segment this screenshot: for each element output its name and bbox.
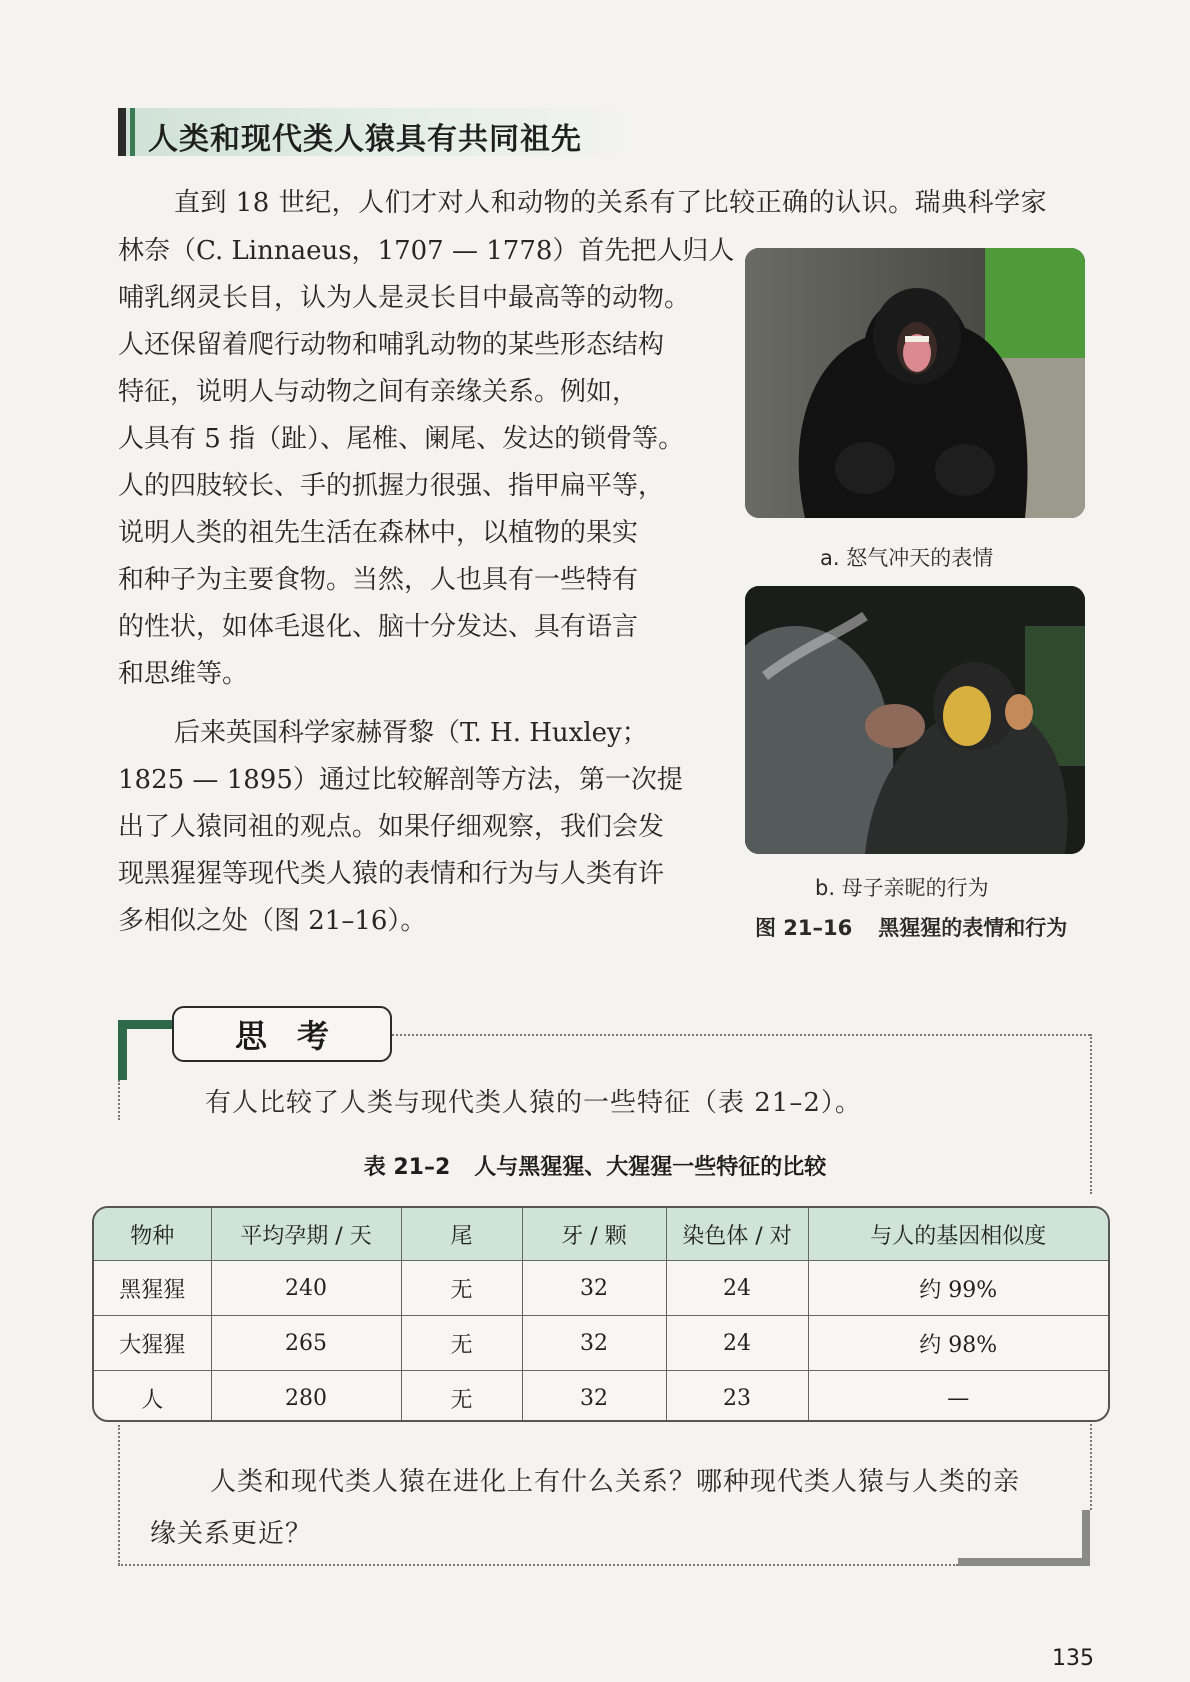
text-line: 人具有 5 指（趾）、尾椎、阑尾、发达的锁骨等。 [118,424,685,454]
comparison-table [92,1206,1110,1422]
caption-b: b. 母子亲昵的行为 [815,876,989,900]
text-line: 说明人类的祖先生活在森林中，以植物的果实 [118,518,639,548]
table-caption [0,1150,1190,1181]
text-line: 人的四肢较长、手的抓握力很强、指甲扁平等， [118,471,665,501]
text-line: 人还保留着爬行动物和哺乳动物的某些形态结构 [118,330,665,360]
think-corner-horizontal [118,1020,174,1029]
think-corner-vertical [118,1020,127,1080]
table-cell: 23 [666,1371,808,1423]
text-line: 林奈（C. Linnaeus，1707 — 1778）首先把人归人 [118,236,735,266]
table-cell: 约 99% [808,1261,1108,1316]
think-intro: 有人比较了人类与现代类人猿的一些特征（表 21–2）。 [205,1088,862,1118]
text-line: 1825 — 1895）通过比较解剖等方法，第一次提 [118,765,683,795]
table-cell: 32 [522,1261,666,1316]
text-line: 的性状，如体毛退化、脑十分发达、具有语言 [118,612,639,642]
table-row [94,1261,1108,1316]
question-line: 缘关系更近？ [150,1519,313,1549]
table-title: 人与黑猩猩、大猩猩一些特征的比较 [474,1155,827,1180]
paragraph-1-column [118,228,735,698]
think-border-right-lower [1090,1420,1092,1510]
table-cell: 24 [666,1261,808,1316]
text-line: 和种子为主要食物。当然，人也具有一些特有 [118,565,639,595]
figure-number: 图 21–16 [755,916,853,940]
table-cell: 32 [522,1371,666,1423]
figure-caption [755,912,1067,942]
table-cell: — [808,1371,1108,1423]
think-border-top [392,1034,1090,1036]
think-border-bottom [118,1564,958,1566]
text-line: 哺乳纲灵长目，认为人是灵长目中最高等的动物。 [118,283,691,313]
photo-mother-baby-chimpanzee [745,586,1085,854]
table-cell: 人 [94,1371,211,1423]
table-cell: 265 [211,1316,401,1371]
header-cell: 牙 / 颗 [522,1208,666,1261]
text-line: 现黑猩猩等现代类人猿的表情和行为与人类有许 [118,859,665,889]
text-line: 多相似之处（图 21–16）。 [118,906,427,936]
table-number: 表 21–2 [363,1155,451,1180]
header-cell: 与人的基因相似度 [808,1208,1108,1261]
table-cell: 无 [401,1261,522,1316]
table-cell: 无 [401,1316,522,1371]
table-cell: 280 [211,1371,401,1423]
think-question [150,1456,1020,1560]
think-corner-right [1082,1510,1090,1566]
paragraph-2 [118,710,718,945]
think-label-tab [172,1006,392,1062]
question-line: 人类和现代类人猿在进化上有什么关系？哪种现代类人猿与人类的亲 [210,1467,1021,1497]
heading-bar-green [130,108,135,156]
table-cell: 240 [211,1261,401,1316]
figure-title: 黑猩猩的表情和行为 [878,916,1068,940]
table-cell: 大猩猩 [94,1316,211,1371]
table-header-row [94,1208,1108,1261]
table-cell: 24 [666,1316,808,1371]
photo-angry-chimpanzee [745,248,1085,518]
think-border-left [118,1080,120,1120]
text-line: 后来英国科学家赫胥黎（T. H. Huxley； [174,718,648,748]
heading-bar-dark [118,108,126,156]
text-line: 和思维等。 [118,659,249,689]
text-line: 出了人猿同祖的观点。如果仔细观察，我们会发 [118,812,665,842]
think-label: 思考 [234,1017,359,1055]
page-number: 135 [1052,1646,1094,1671]
header-cell: 尾 [401,1208,522,1261]
table-cell: 32 [522,1316,666,1371]
table-cell: 无 [401,1371,522,1423]
table-cell: 黑猩猩 [94,1261,211,1316]
header-cell: 染色体 / 对 [666,1208,808,1261]
section-heading [118,108,638,156]
paragraph-1-line-1: 直到 18 世纪，人们才对人和动物的关系有了比较正确的认识。瑞典科学家 [174,188,1048,218]
think-border-left-lower [118,1425,120,1565]
section-title: 人类和现代类人猿具有共同祖先 [148,122,582,157]
text-line: 特征，说明人与动物之间有亲缘关系。例如， [118,377,639,407]
header-cell: 平均孕期 / 天 [211,1208,401,1261]
table-cell: 约 98% [808,1316,1108,1371]
caption-a: a. 怒气冲天的表情 [820,546,994,570]
table-row [94,1371,1108,1423]
header-cell: 物种 [94,1208,211,1261]
table-row [94,1316,1108,1371]
